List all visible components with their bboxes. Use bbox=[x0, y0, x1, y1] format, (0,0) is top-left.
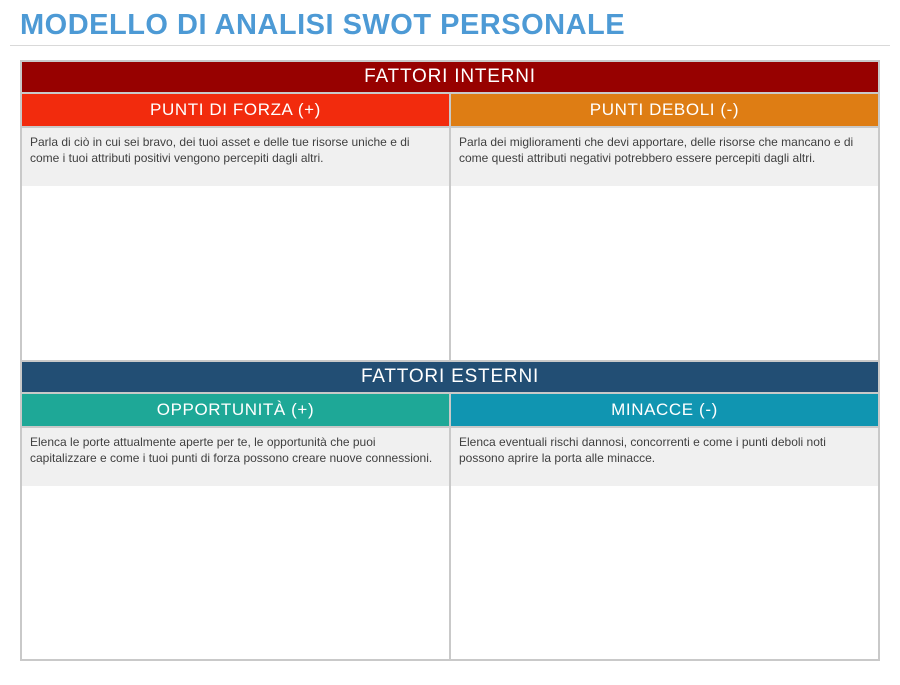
weaknesses-input-cell[interactable] bbox=[451, 128, 878, 360]
swot-matrix bbox=[20, 60, 880, 661]
opportunities-header: OPPORTUNITÀ (+) bbox=[22, 394, 449, 426]
weaknesses-description: Parla dei miglioramenti che devi apportare, delle risorse che mancano e di come questi attributi negativi potrebbero essere percepiti dagli altri. bbox=[451, 128, 878, 186]
weaknesses-header: PUNTI DEBOLI (-) bbox=[451, 94, 878, 126]
page-title: MODELLO DI ANALISI SWOT PERSONALE bbox=[20, 9, 626, 41]
title-divider bbox=[10, 45, 890, 46]
opportunities-description: Elenca le porte attualmente aperte per te, le opportunità che puoi capitalizzare e come i tuoi punti di forza possono creare nuove connessioni. bbox=[22, 428, 449, 486]
strengths-header: PUNTI DI FORZA (+) bbox=[22, 94, 449, 126]
external-factors-table bbox=[22, 362, 878, 660]
external-factors-header: FATTORI ESTERNI bbox=[22, 362, 878, 392]
threats-header: MINACCE (-) bbox=[451, 394, 878, 426]
strengths-input-cell[interactable] bbox=[22, 128, 449, 360]
internal-factors-table bbox=[22, 62, 878, 360]
internal-factors-header: FATTORI INTERNI bbox=[22, 62, 878, 92]
strengths-description: Parla di ciò in cui sei bravo, dei tuoi asset e delle tue risorse uniche e di come i tuoi attributi positivi vengono percepiti dagli altri. bbox=[22, 128, 449, 186]
threats-description: Elenca eventuali rischi dannosi, concorrenti e come i punti deboli noti possono aprire la porta alle minacce. bbox=[451, 428, 878, 486]
threats-input-cell[interactable] bbox=[451, 428, 878, 660]
opportunities-input-cell[interactable] bbox=[22, 428, 449, 660]
